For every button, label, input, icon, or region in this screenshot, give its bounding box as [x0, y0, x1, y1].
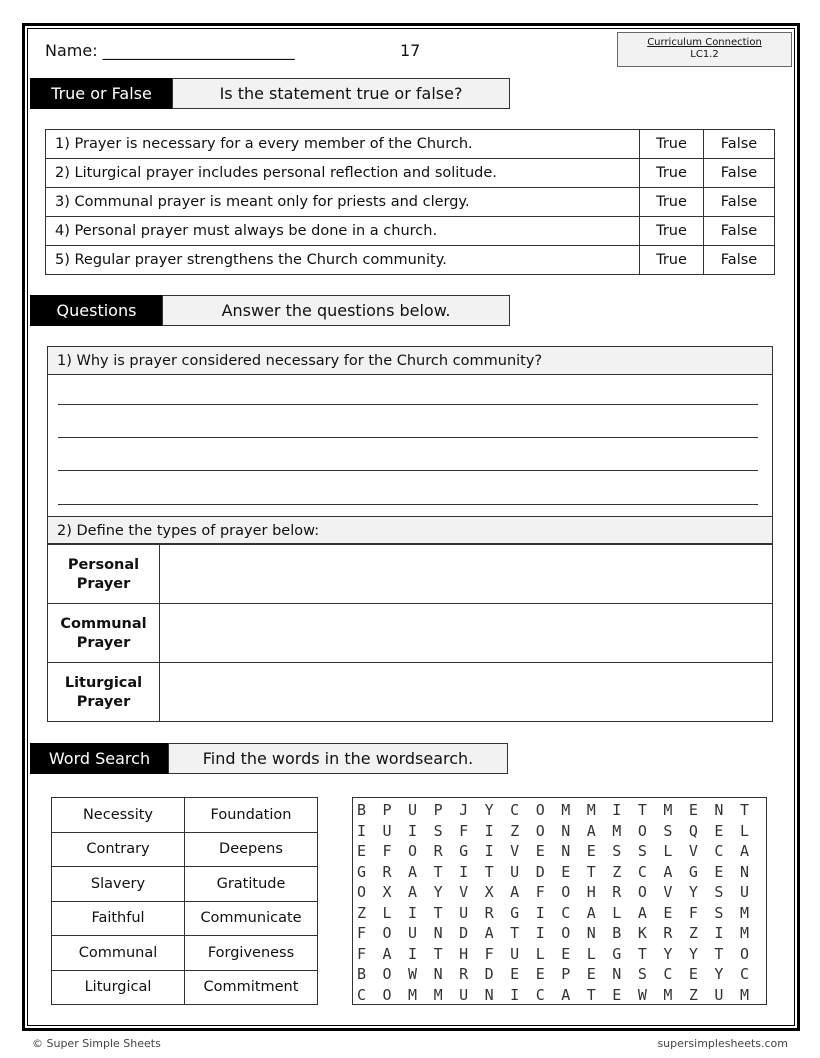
word-list-row [52, 832, 318, 867]
word-list-item: Contrary [52, 832, 185, 867]
statement: 3) Communal prayer is meant only for priests and clergy. [46, 188, 640, 217]
word-list-item: Communal [52, 936, 185, 971]
page-number: 17 [400, 41, 421, 60]
definition-row-liturgical[interactable] [48, 662, 772, 722]
grid-row: IUISFIZONAMOSQEL [357, 821, 766, 840]
word-list-row [52, 867, 318, 902]
word-list-item: Slavery [52, 867, 185, 902]
statement: 4) Personal prayer must always be done in a church. [46, 217, 640, 246]
true-option[interactable]: True [640, 159, 704, 188]
definition-label: Personal Prayer [48, 545, 160, 604]
word-list-row [52, 970, 318, 1005]
answer-line[interactable] [58, 437, 758, 438]
grid-row: OXAYVXAFOHROVYSU [357, 883, 766, 901]
false-option[interactable]: False [704, 159, 775, 188]
word-list-row [52, 936, 318, 971]
word-search-grid [352, 797, 767, 1005]
grid-row: FAITHFULELGTYYTO [357, 944, 766, 963]
true-false-row [46, 130, 775, 159]
name-field[interactable]: Name: ________________________ [45, 41, 295, 60]
false-option[interactable]: False [704, 130, 775, 159]
false-option[interactable]: False [704, 217, 775, 246]
true-false-row [46, 246, 775, 275]
word-search-title: Word Search [30, 743, 169, 774]
word-list-item: Foundation [185, 798, 318, 833]
statement: 5) Regular prayer strengthens the Church community. [46, 246, 640, 275]
questions-instruction: Answer the questions below. [162, 295, 510, 326]
true-false-row [46, 188, 775, 217]
true-false-table [45, 129, 775, 275]
grid-row: GRATITUDETZCAGEN [357, 862, 766, 881]
question-2: 2) Define the types of prayer below: [48, 516, 772, 544]
footer-website[interactable]: supersimplesheets.com [657, 1037, 788, 1050]
grid-row: BPUPJYCOMMITMENT [357, 801, 766, 819]
curriculum-connection-box [617, 32, 792, 67]
word-list-item: Liturgical [52, 970, 185, 1005]
definition-label: Communal Prayer [48, 604, 160, 663]
statement: 1) Prayer is necessary for a every member of the Church. [46, 130, 640, 159]
curriculum-code: LC1.2 [690, 49, 719, 60]
questions-title: Questions [30, 295, 163, 326]
word-list-item: Communicate [185, 901, 318, 936]
word-list-item: Forgiveness [185, 936, 318, 971]
word-list-row [52, 901, 318, 936]
grid-row: COMMUNICATEWMZUM [357, 985, 766, 1004]
definition-label: Liturgical Prayer [48, 663, 160, 722]
true-false-row [46, 217, 775, 246]
definition-row-personal[interactable] [48, 544, 772, 604]
word-list-row [52, 798, 318, 833]
word-list-item: Deepens [185, 832, 318, 867]
word-list-item: Faithful [52, 901, 185, 936]
statement: 2) Liturgical prayer includes personal reflection and solitude. [46, 159, 640, 188]
word-list-item: Gratitude [185, 867, 318, 902]
true-option[interactable]: True [640, 130, 704, 159]
questions-box [47, 346, 773, 722]
true-option[interactable]: True [640, 188, 704, 217]
word-list-item: Necessity [52, 798, 185, 833]
true-option[interactable]: True [640, 217, 704, 246]
true-option[interactable]: True [640, 246, 704, 275]
answer-line[interactable] [58, 404, 758, 405]
answer-line[interactable] [58, 470, 758, 471]
false-option[interactable]: False [704, 246, 775, 275]
true-false-row [46, 159, 775, 188]
true-false-instruction: Is the statement true or false? [172, 78, 510, 109]
grid-row: ZLITURGICALAEFSM [357, 903, 766, 922]
true-false-title: True or False [30, 78, 173, 109]
false-option[interactable]: False [704, 188, 775, 217]
definition-row-communal[interactable] [48, 603, 772, 663]
grid-row: EFORGIVENESSLVCA [357, 842, 766, 860]
word-search-instruction: Find the words in the wordsearch. [168, 743, 508, 774]
answer-line[interactable] [58, 504, 758, 505]
grid-row: FOUNDATIONBKRZIM [357, 924, 766, 942]
grid-row: BOWNRDEEPENSCEYC [357, 965, 766, 983]
word-list-table [51, 797, 318, 1005]
word-list-item: Commitment [185, 970, 318, 1005]
question-1: 1) Why is prayer considered necessary for the Church community? [48, 347, 772, 375]
curriculum-connection-label: Curriculum Connection [647, 37, 762, 48]
footer-copyright: © Super Simple Sheets [32, 1037, 161, 1050]
